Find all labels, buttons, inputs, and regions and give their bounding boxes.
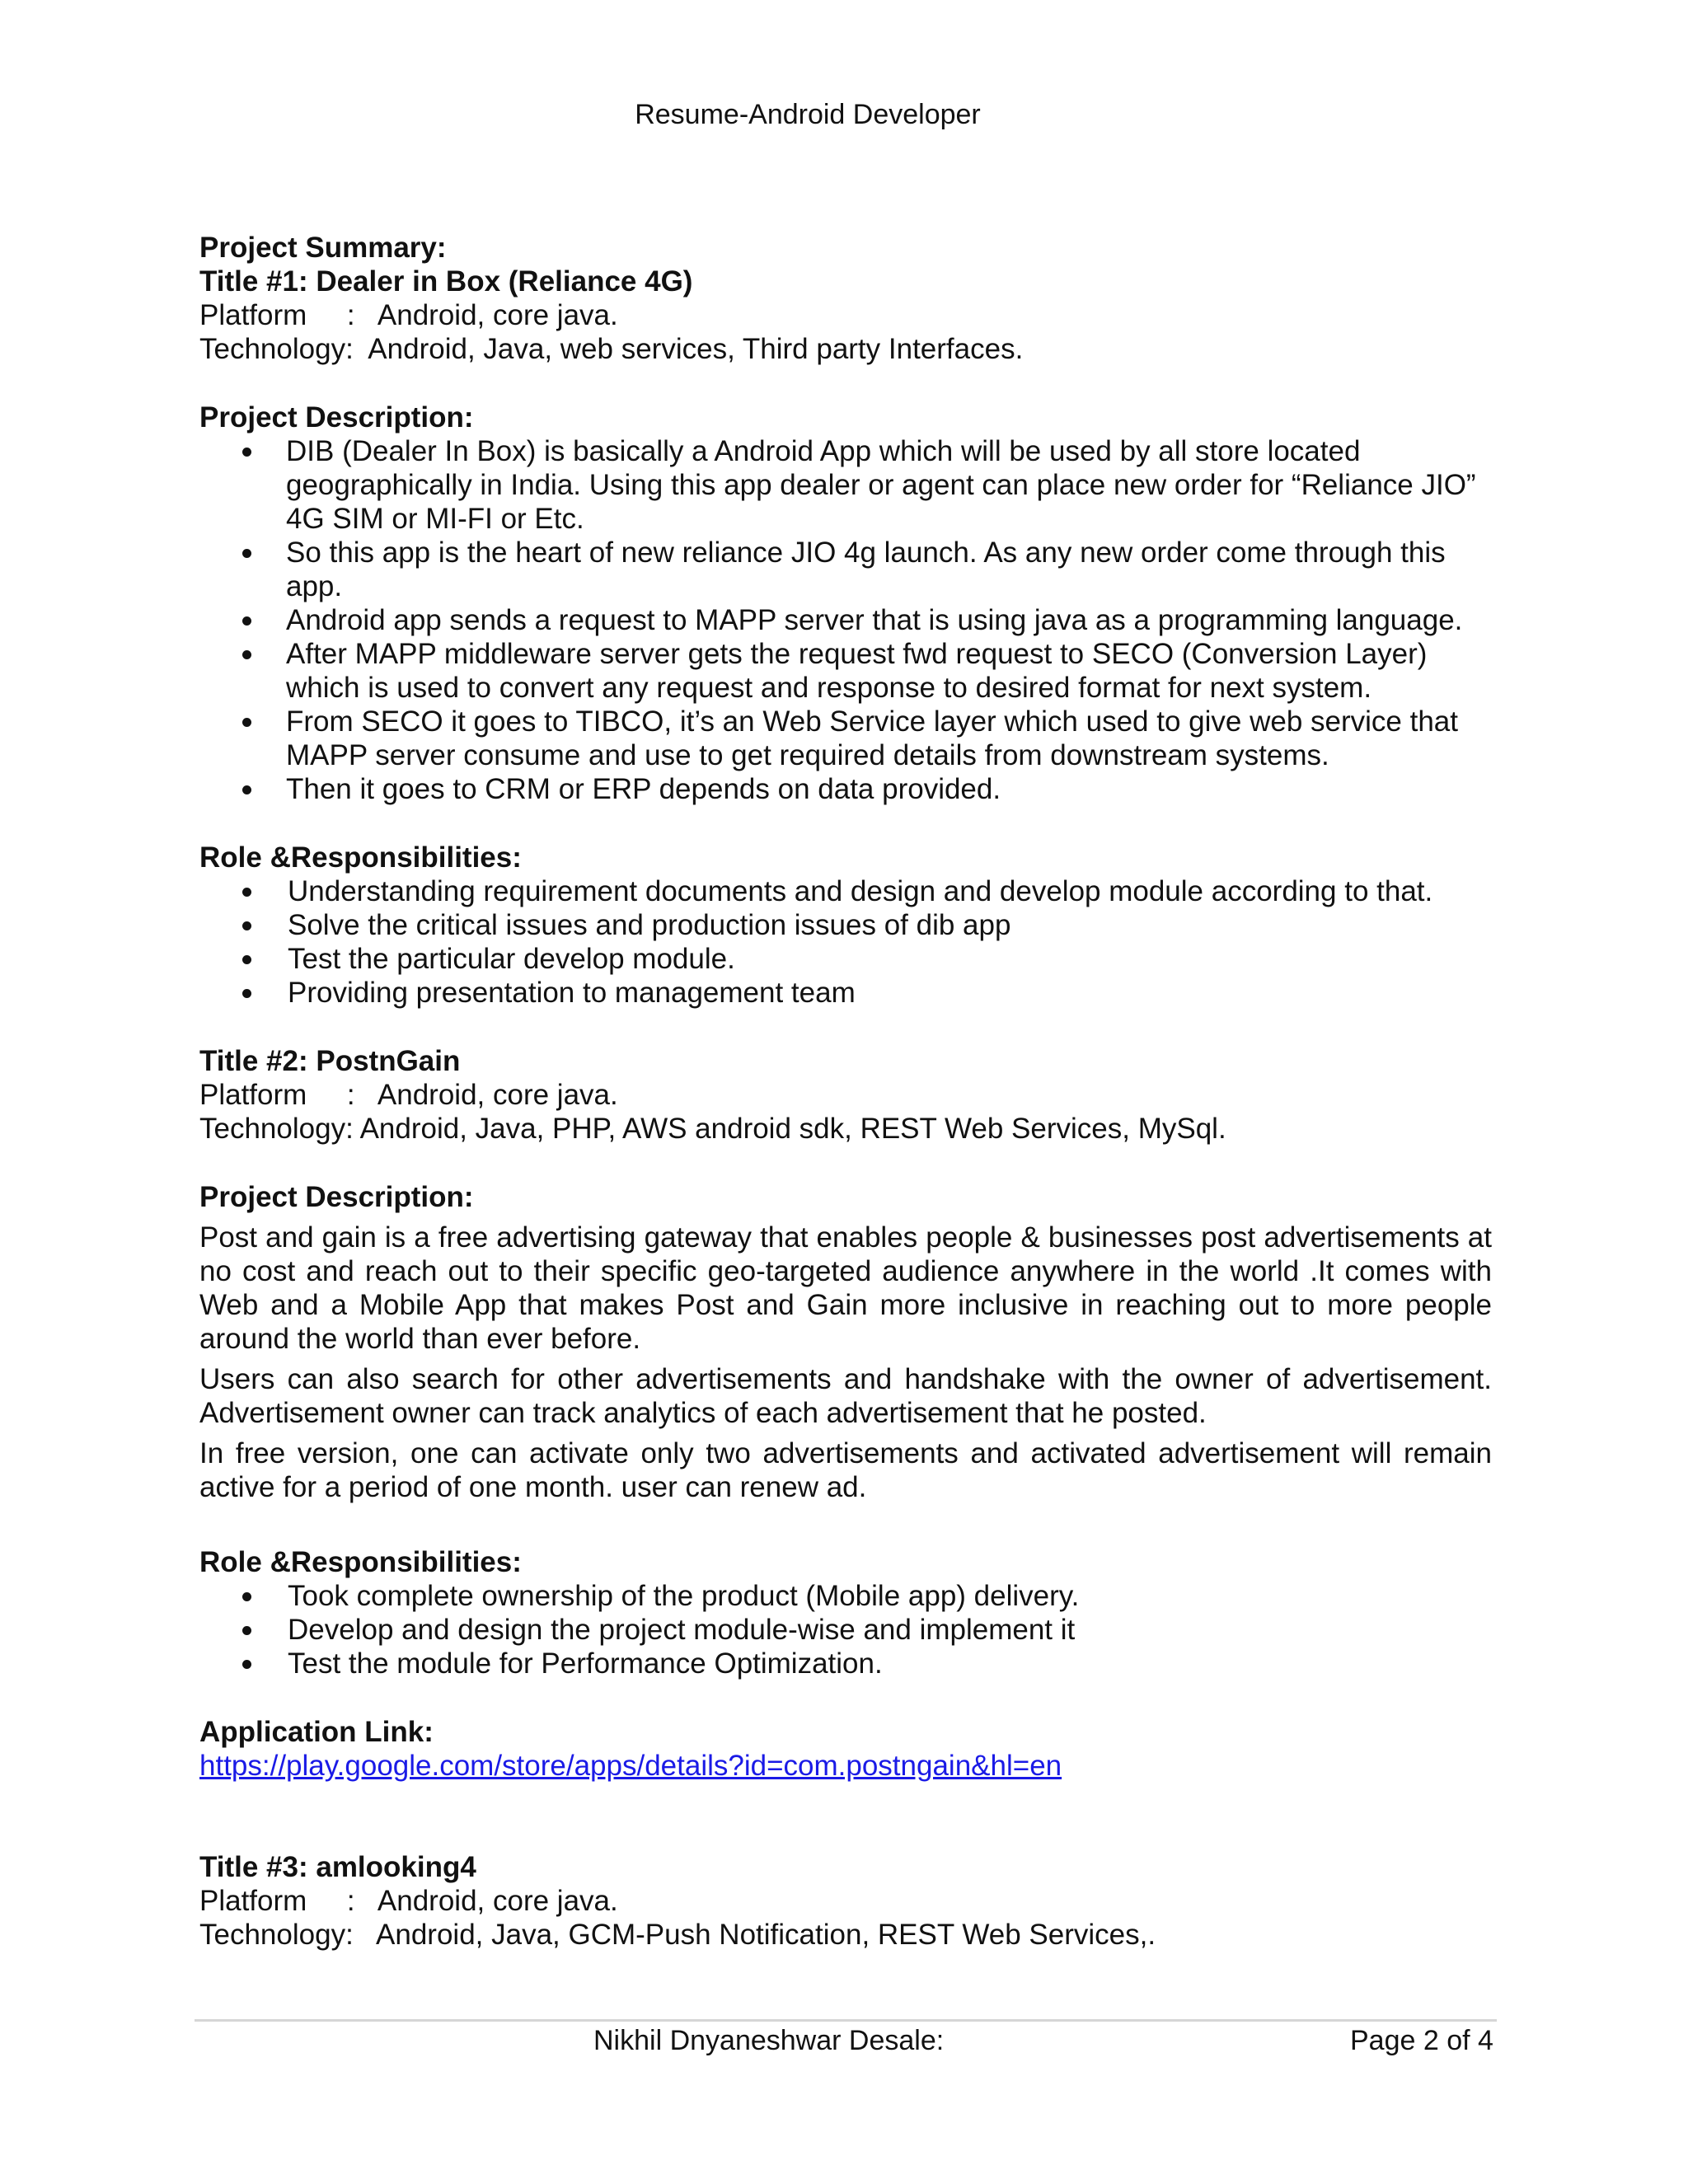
bullet-icon: [242, 955, 251, 964]
page-header-title: Resume-Android Developer: [635, 99, 981, 130]
list-item: Then it goes to CRM or ERP depends on data provided.: [199, 772, 1492, 806]
list-item: DIB (Dealer In Box) is basically a Android App which will be used by all store located geographically in India. Using this app dealer or agent can place new order for “Reliance JIO” 4G SIM or MI-FI or Etc.: [199, 434, 1492, 536]
list-item: Understanding requirement documents and design and develop module according to that.: [199, 874, 1492, 908]
bullet-icon: [242, 1592, 251, 1601]
project2-technology: Technology: Android, Java, PHP, AWS android sdk, REST Web Services, MySql.: [199, 1113, 1226, 1145]
resume-content: [199, 231, 1492, 1952]
project3-title: Title #3: amlooking4: [199, 1851, 476, 1883]
bullet-icon: [242, 1626, 251, 1635]
list-item: After MAPP middleware server gets the request fwd request to SECO (Conversion Layer) which is used to convert any request and response to desired format for next system.: [199, 637, 1492, 705]
project2-role-heading: Role &Responsibilities:: [199, 1546, 522, 1578]
list-item: Develop and design the project module-wise and implement it: [199, 1613, 1492, 1647]
bullet-icon: [242, 921, 251, 930]
list-item: Took complete ownership of the product (Mobile app) delivery.: [199, 1579, 1492, 1613]
bullet-icon: [242, 650, 251, 659]
list-item: Solve the critical issues and production issues of dib app: [199, 908, 1492, 942]
list-item: Providing presentation to management team: [199, 976, 1492, 1010]
list-item: So this app is the heart of new reliance JIO 4g launch. As any new order come through this app.: [199, 536, 1492, 603]
project2-title: Title #2: PostnGain: [199, 1045, 461, 1077]
project1-description-list: [199, 434, 1492, 806]
project1-title: Title #1: Dealer in Box (Reliance 4G): [199, 265, 693, 298]
project-summary-heading: Project Summary:: [199, 232, 447, 264]
project1-platform: Platform : Android, core java.: [199, 299, 618, 331]
footer-divider: [195, 2019, 1497, 2022]
list-item: From SECO it goes to TIBCO, it’s an Web Service layer which used to give web service that MAPP server consume and use to get required details from downstream systems.: [199, 705, 1492, 772]
bullet-icon: [242, 448, 251, 457]
project2-description-heading: Project Description:: [199, 1181, 474, 1213]
project1-role-heading: Role &Responsibilities:: [199, 841, 522, 874]
footer-author-name: Nikhil Dnyaneshwar Desale:: [593, 2025, 945, 2056]
bullet-icon: [242, 1660, 251, 1669]
bullet-icon: [242, 785, 251, 794]
list-item: Android app sends a request to MAPP server that is using java as a programming language.: [199, 603, 1492, 637]
project3-technology: Technology: Android, Java, GCM-Push Notification, REST Web Services,.: [199, 1919, 1156, 1951]
project2-role-list: [199, 1579, 1492, 1680]
list-item: Test the particular develop module.: [199, 942, 1492, 976]
footer-page-number: Page 2 of 4: [1350, 2025, 1493, 2056]
project1-technology: Technology: Android, Java, web services, Third party Interfaces.: [199, 333, 1024, 365]
bullet-icon: [242, 616, 251, 626]
project2-paragraph: In free version, one can activate only two advertisements and activated advertisement will remain active for a period of one month. user can renew ad.: [199, 1437, 1492, 1503]
project2-paragraph: Post and gain is a free advertising gateway that enables people & businesses post advertisements at no cost and reach out to their specific geo-targeted audience anywhere in the world .It comes with Web and a Mobile App that makes Post and Gain more inclusive in reaching out to more people around the world than ever before.: [199, 1221, 1492, 1355]
bullet-icon: [242, 989, 251, 998]
project1-role-list: [199, 874, 1492, 1010]
list-item: Test the module for Performance Optimization.: [199, 1647, 1492, 1680]
application-link-heading: Application Link:: [199, 1716, 434, 1748]
project2-platform: Platform : Android, core java.: [199, 1079, 618, 1111]
project1-description-heading: Project Description:: [199, 401, 474, 434]
project3-platform: Platform : Android, core java.: [199, 1885, 618, 1917]
project2-paragraph: Users can also search for other advertisements and handshake with the owner of advertisement. Advertisement owner can track analytics of each advertisement that he posted.: [199, 1363, 1492, 1429]
application-link[interactable]: https://play.google.com/store/apps/details?id=com.postngain&hl=en: [199, 1750, 1062, 1782]
bullet-icon: [242, 888, 251, 897]
bullet-icon: [242, 549, 251, 558]
bullet-icon: [242, 718, 251, 727]
